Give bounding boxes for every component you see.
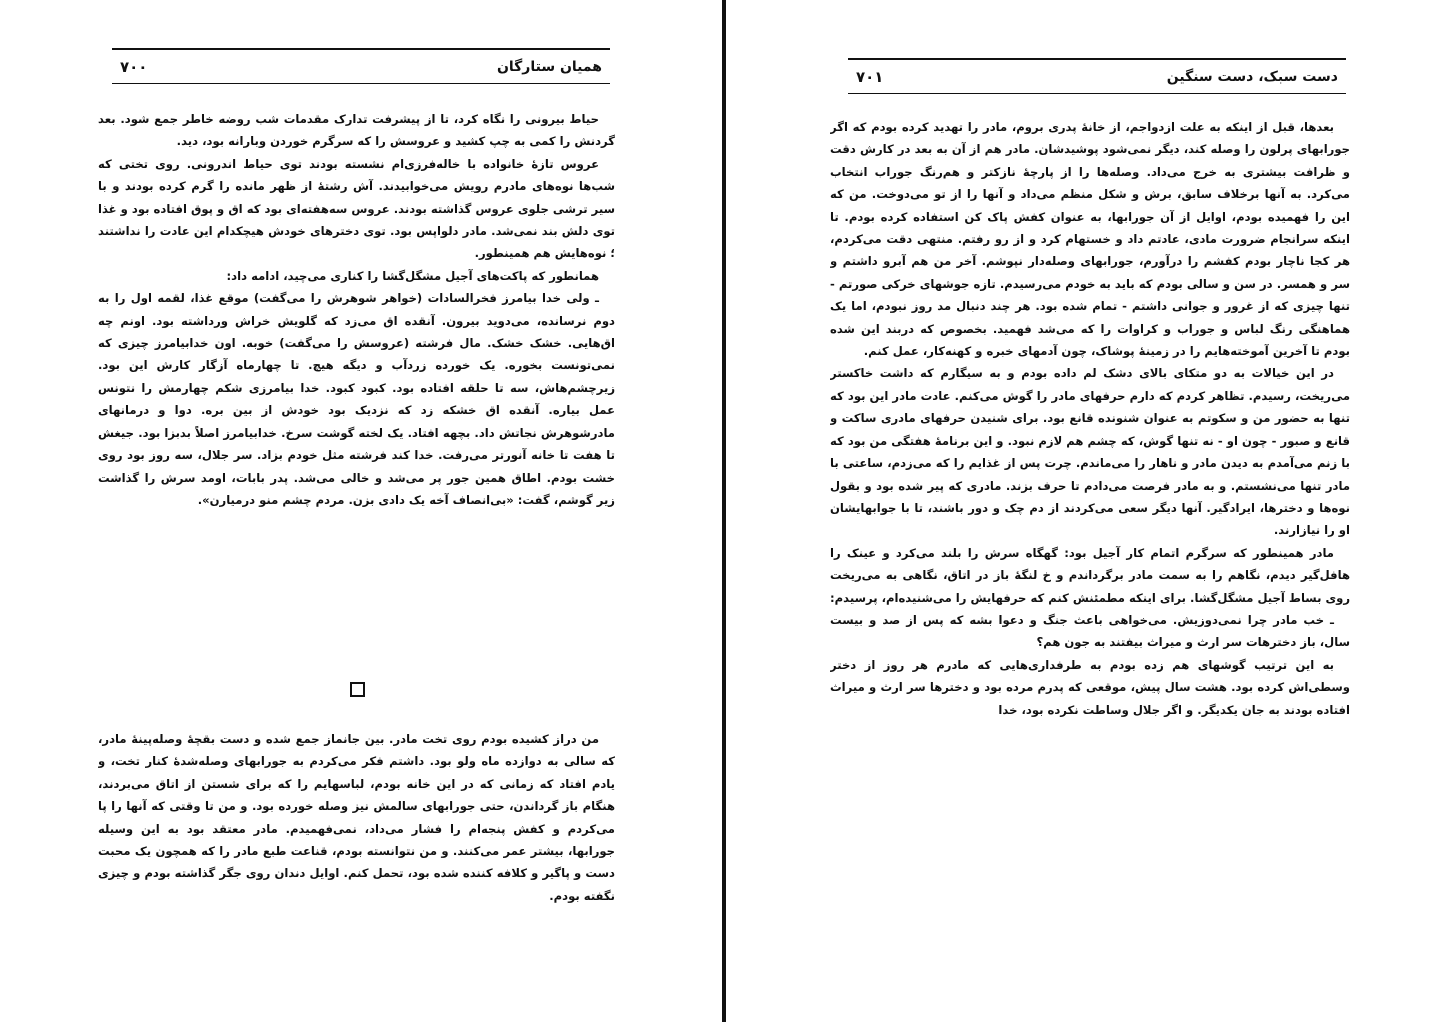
left-text-bottom xyxy=(98,728,615,958)
right-running-head xyxy=(848,58,1346,94)
paragraph: عروس تازهٔ خانواده با خاله‌فرزی‌ام نشسته بودند توی حیاط اندرونی. روی تختی که شب‌ها نوه‌های مادرم رویش می‌خوابیدند. آش رشتهٔ از ظهر مانده را گرم کرده بودند و با سیر ترشی جلوی عروس گذاشته بودند. عروس سه‌هفته‌ای بود که اق و پوق افتاده بود و غذا توی دلش بند نمی‌شد. مادر دلواپس بود. توی دخترهای خودش هیچکدام این عادت را نداشتند ؛ نوه‌هایش هم همینطور. xyxy=(98,156,615,261)
left-text-top xyxy=(98,108,615,648)
paragraph: حیاط بیرونی را نگاه کرد، تا از پیشرفت تدارک مقدمات شب روضه خاطر جمع شود. بعد گردنش را کمی به چپ کشید و عروسش را که سرگرم خوردن وبارانه بود، دید. xyxy=(98,112,615,149)
right-chapter-title: دست سبک، دست سنگین xyxy=(1166,68,1338,85)
left-page xyxy=(0,0,722,1022)
paragraph: بعدها، قبل از اینکه به علت ازدواجم، از خانهٔ پدری بروم، مادر را تهدید کرده بودم که اگر جورابهای پرلون را وصله کند، دیگر نمی‌شود پوشیدشان. مادر هم از آن به بعد در کارش دقت و ظرافت بیشتری به خرج می‌داد. وصله‌ها را از پارچهٔ نازکتر و هم‌رنگ جوراب انتخاب می‌کرد. به آنها برخلاف سابق، برش و شکل منظم می‌داد و آنها را از تو می‌دوخت. من که این را فهمیده بودم، اوایل از آن جورابها، به عنوان کفش پاک کن استفاده کرده بودم. تا اینکه سرانجام ضرورت مادی، عادتم داد و خستهام کرد و از رو رفتم. منتهی دقت می‌کردم، هر کجا ناچار بودم کفشم را درآورم، جورابهای وصله‌دار نپوشم. آخر من هم آبرو داشتم و سر و همسر. در سن و سالی بودم که باید به خودم می‌رسیدم. تازه جوشهای خرکی صورتم - تنها چیزی که از غرور و جوانی داشتم - تمام شده بود. هر چند دنبال مد روز نبودم، اما یک هماهنگی رنگ لباس و جوراب و کراوات را که می‌شد فهمید. بخصوص که دربند این شده بودم تا آخرین آموخته‌هایم را در زمینهٔ پوشاک، چون آدمهای خبره و کهنه‌کار، عمل کنم. xyxy=(830,120,1350,359)
paragraph: در این خیالات به دو متکای بالای دشک لم داده بودم و به سیگارم که داشت خاکستر می‌ریخت، رسیدم. تظاهر کردم که دارم حرفهای مادر را گوش می‌کنم. عادت مادر این بود که تنها به حضور من و سکوتم به عنوان شنونده قانع بود. برای شنیدن حرفهای مادری ساکت و قانع و صبور - چون او - نه تنها گوش، که چشم هم لازم نبود. و این برنامهٔ هفتگی من بود که با زنم می‌آمدم به دیدن مادر و ناهار را می‌ماندم. چرت پس از غذایم را که می‌زدم، ساعتی با مادر تنها می‌نشستم. و به مادر فرصت می‌دادم تا حرف بزند. مادری که پیر شده بود و بقول نوه‌ها و دخترها، ایرادگیر. آنها دیگر سعی می‌کردند از دم چک و دور باشند، تا با جوابهایشان او را نیازارند. xyxy=(830,366,1350,538)
section-break-square-icon xyxy=(350,682,365,697)
left-running-head xyxy=(112,48,610,84)
left-page-number: ۷۰۰ xyxy=(120,57,148,76)
paragraph: ـ ولی خدا بیامرز فخرالسادات (خواهر شوهرش را می‌گفت) موقع غذا، لقمه اول را به دوم نرسانده، می‌دوید بیرون. آنقده اق می‌زد که گلویش خراش ورداشته بود. اونم چه اق‌هایی. خشک خشک. مال فرشته (عروسش را می‌گفت) خوبه. اون خدابیامرز چیزی که نمی‌تونست بخوره. یک خورده زردآب و دیگه هیچ. تا چهارماه آزگار کارش این بود. زیرچشم‌هاش، سه تا حلقه افتاده بود. کبود کبود. خدا بیامرزی شکم چهارمش را نتونس عمل بیاره. آنقده اق خشکه زد که نزدیک بود خودش از بین بره. دوا و درمانهای مادرشوهرش نجاتش داد. بچهه افتاد. یک لخته گوشت سرخ. خدابیامرز اصلاً بدبزا بود. جیغش تا هفت تا خانه آنورتر می‌رفت. خدا کند فرشته مثل خودم بزاد. سر جلال، سه روز بود روی خشت بودم. اطاق همین جور پر می‌شد و خالی می‌شد. پدر بابات، اومد سرش را گذاشت زیر گوشم، گفت: «بی‌انصاف آخه یک دادی بزن. مردم چشم منو درمیارن». xyxy=(98,291,615,507)
right-page-number: ۷۰۱ xyxy=(856,67,884,86)
paragraph: همانطور که پاکت‌های آجیل مشگل‌گشا را کناری می‌چید، ادامه داد: xyxy=(226,268,599,283)
left-book-title: همیان ستارگان xyxy=(496,58,602,75)
paragraph: به این ترتیب گوشهای هم زده بودم به طرفداری‌هایی که مادرم هر روز از دختر وسطی‌اش کرده بود. هشت سال پیش، موقعی که پدرم مرده بود و دخترها سر ارث و میراث افتاده بودند به جان یکدیگر. و اگر جلال وساطت نکرده بود، خدا xyxy=(830,657,1350,717)
book-gutter-divider xyxy=(722,0,726,1022)
right-page xyxy=(728,0,1447,1022)
paragraph: مادر همینطور که سرگرم اتمام کار آجیل بود: گهگاه سرش را بلند می‌کرد و عینک را هافل‌گیر دیدم، نگاهم را به سمت مادر برگرداندم و خ لنگهٔ باز در اتاق، نگاهی به می‌ریخت روی بساط آجیل مشگل‌گشا. برای اینکه مطمئنش کنم که حرفهایش را می‌شنیده‌ام، پرسیدم: xyxy=(830,545,1350,605)
right-text xyxy=(830,116,1350,956)
paragraph: من دراز کشیده بودم روی تخت مادر. بین جانماز جمع شده و دست بقچهٔ وصله‌پینهٔ مادر، که سالی به دوازده ماه ولو بود. داشتم فکر می‌کردم به جورابهای وصله‌شدهٔ کنار تخت، و یادم افتاد که زمانی که در این خانه بودم، لباسهایم را که برای شستن از اتاق می‌بردند، هنگام باز گرداندن، حتی جورابهای سالمش نیز وصله خورده بود. و من تا وقتی که آنها را پا می‌کردم و کفش پنجه‌ام را فشار می‌داد، نمی‌فهمیدم. مادر معتقد بود به این وسیله جورابها، بیشتر عمر می‌کنند. و من نتوانسته بودم، قناعت طبع مادر را که همچون یک محبت دست و پاگیر و کلافه کننده شده بود، تحمل کنم. اوایل دندان روی جگر گذاشته بودم و چیزی نگفته بودم. xyxy=(98,732,615,903)
paragraph: ـ خب مادر چرا نمی‌دوزیش. می‌خواهی باعث جنگ و دعوا بشه که پس از صد و بیست سال، باز دخترهات سر ارث و میراث بیفتند به جون هم؟ xyxy=(830,612,1350,650)
